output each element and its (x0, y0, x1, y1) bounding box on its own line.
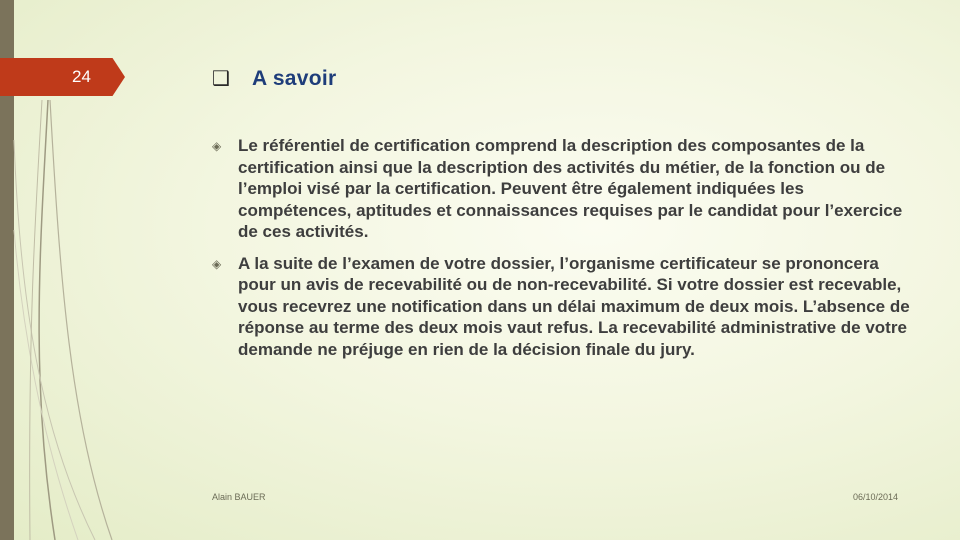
slide-number: 24 (72, 67, 91, 86)
footer-author: Alain BAUER (212, 492, 266, 502)
title-row (212, 66, 337, 91)
bullet-paragraph (212, 135, 912, 243)
slide-number-tab (0, 58, 125, 96)
bullet-paragraph (212, 253, 912, 361)
diamond-bullet-icon: ◈ (212, 256, 222, 271)
checkbox-bullet-icon: ❑ (212, 68, 230, 90)
footer-date: 06/10/2014 (853, 492, 899, 502)
slide-content (212, 135, 912, 370)
diamond-bullet-icon: ◈ (212, 139, 222, 153)
slide-title: A savoir (252, 66, 337, 90)
paragraph-text: A la suite de l’examen de votre dossier, l’organisme certificateur se prononcera pour un avis de recevabilité ou de non-recevabilité. Si votre dossier est recevable, vous recevrez une notification dans un délai maximum de deux mois. L’absence de réponse au terme des deux mois vaut refus. La recevabilité administrative de votre demande ne préjuge en rien de la décision finale du jury. (238, 253, 910, 359)
paragraph-text: Le référentiel de certification comprend la description des composantes de la certification ainsi que la description des activités du métier, de la fonction ou de l’emploi visé par la certification. Peuvent être également indiquées les compétences, aptitudes et connaissances requises par le candidat pour l’exercice de ces activités. (238, 136, 903, 241)
